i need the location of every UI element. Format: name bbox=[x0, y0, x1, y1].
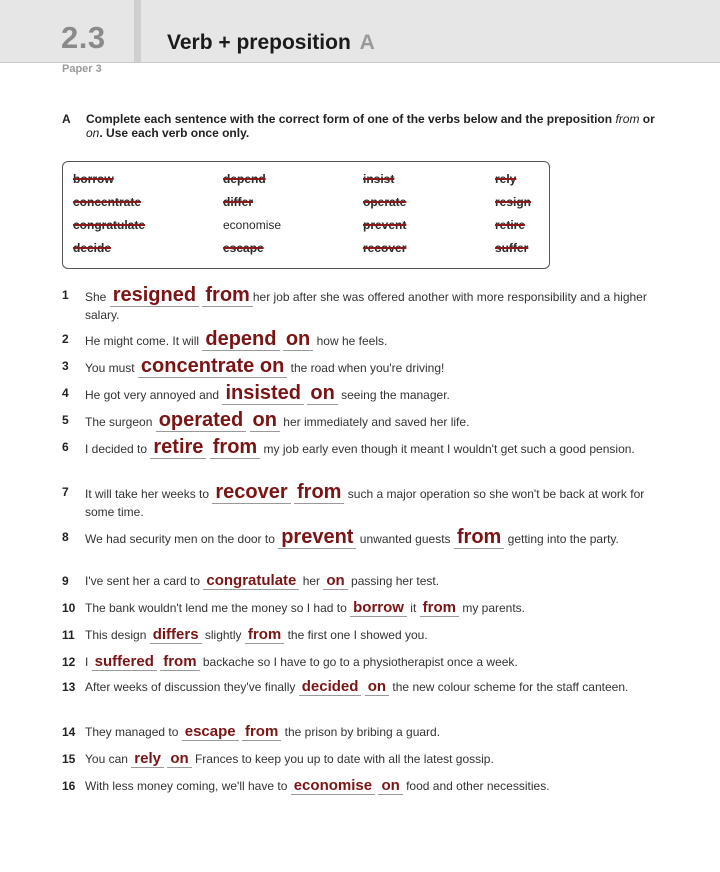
answer-text: from bbox=[202, 284, 252, 307]
verb-borrow: borrow bbox=[73, 172, 114, 186]
question-number: 3 bbox=[62, 359, 69, 373]
instruction-prep2: on bbox=[86, 126, 100, 140]
question-number: 1 bbox=[62, 288, 69, 302]
answer-text: suffered bbox=[92, 653, 157, 671]
sentence-text: it bbox=[406, 601, 420, 615]
answer-text: on bbox=[307, 382, 337, 405]
sentence-text: her immediately and saved her life. bbox=[279, 415, 470, 429]
header-divider bbox=[134, 0, 141, 62]
answer-text: economise bbox=[291, 777, 375, 795]
question-text bbox=[85, 626, 665, 644]
answer-text: recover bbox=[212, 481, 290, 504]
title-suffix: A bbox=[359, 31, 375, 54]
answer-text: rely bbox=[131, 750, 164, 768]
question-text bbox=[85, 411, 665, 431]
sentence-text: I've sent her a card to bbox=[85, 574, 204, 588]
sentence-text: the prison by bribing a guard. bbox=[281, 725, 441, 739]
question-number: 12 bbox=[62, 655, 76, 669]
sentence-text: The bank wouldn't lend me the money so I had to bbox=[85, 601, 351, 615]
verb-retire: retire bbox=[495, 218, 526, 232]
answer-text: resigned bbox=[110, 284, 199, 307]
answer-text: insisted bbox=[222, 382, 304, 405]
verb-depend: depend bbox=[223, 172, 266, 186]
answer-text: prevent bbox=[278, 526, 356, 549]
sentence-text: the first one I showed you. bbox=[284, 628, 428, 642]
sentence-text: They managed to bbox=[85, 725, 182, 739]
question-number: 7 bbox=[62, 485, 69, 499]
sentence-text: the new colour scheme for the staff canteen. bbox=[389, 680, 629, 694]
question-text bbox=[85, 384, 665, 404]
instruction-text bbox=[86, 112, 666, 140]
sentence-text: This design bbox=[85, 628, 150, 642]
verb-suffer: suffer bbox=[495, 241, 529, 255]
question-text bbox=[85, 750, 665, 768]
answer-text: congratulate bbox=[203, 572, 299, 590]
sentence-text: seeing the manager. bbox=[337, 388, 450, 402]
sentence-text: It will take her weeks to bbox=[85, 487, 213, 501]
answer-text: from bbox=[160, 653, 199, 671]
question-number: 11 bbox=[62, 628, 75, 642]
question-number: 4 bbox=[62, 386, 69, 400]
question-text bbox=[85, 330, 665, 350]
sentence-text: I bbox=[85, 655, 92, 669]
question-number: 9 bbox=[62, 574, 69, 588]
answer-text: from bbox=[454, 526, 504, 549]
question-text bbox=[85, 438, 665, 458]
sentence-text: I decided to bbox=[85, 442, 151, 456]
sentence-text: She bbox=[85, 290, 110, 304]
sentence-text: the road when you're driving! bbox=[287, 361, 445, 375]
question-number: 13 bbox=[62, 680, 76, 694]
question-text bbox=[85, 653, 665, 671]
sentence-text: how he feels. bbox=[313, 334, 388, 348]
sentence-text: such a major operation so she won't be back at work for some time. bbox=[85, 487, 645, 519]
question-text bbox=[85, 572, 665, 590]
sentence-text: her bbox=[299, 574, 324, 588]
answer-text: from bbox=[242, 723, 281, 741]
sentence-text: After weeks of discussion they've finally bbox=[85, 680, 299, 694]
sentence-text: her job after she was offered another with more responsibility and a higher salary. bbox=[85, 290, 647, 322]
answer-text: decided bbox=[299, 678, 362, 696]
verb-decide: decide bbox=[73, 241, 112, 255]
verb-differ: differ bbox=[223, 195, 253, 209]
question-number: 15 bbox=[62, 752, 76, 766]
question-text bbox=[85, 483, 665, 521]
verb-prevent: prevent bbox=[363, 218, 407, 232]
answer-text: on bbox=[250, 409, 280, 432]
answer-text: depend bbox=[202, 328, 279, 351]
verb-box bbox=[62, 161, 550, 269]
question-text bbox=[85, 723, 665, 741]
sentence-text: You can bbox=[85, 752, 132, 766]
sentence-text: my job early even though it meant I wouldn't get such a good pension. bbox=[260, 442, 635, 456]
verb-economise: economise bbox=[223, 218, 282, 232]
verb-escape: escape bbox=[223, 241, 264, 255]
sentence-text: backache so I have to go to a physiotherapist once a week. bbox=[199, 655, 518, 669]
question-number: 16 bbox=[62, 779, 76, 793]
exercise-letter: A bbox=[62, 112, 71, 126]
sentence-text: He might come. It will bbox=[85, 334, 203, 348]
answer-text: on bbox=[283, 328, 313, 351]
question-number: 14 bbox=[62, 725, 76, 739]
question-text bbox=[85, 678, 665, 696]
sentence-text: getting into the party. bbox=[504, 532, 619, 546]
sentence-text: He got very annoyed and bbox=[85, 388, 223, 402]
sentence-text: food and other necessities. bbox=[402, 779, 550, 793]
instruction-text-part2: . Use each verb once only. bbox=[99, 126, 250, 140]
answer-text: on bbox=[365, 678, 389, 696]
answer-text: operated bbox=[156, 409, 246, 432]
answer-text: on bbox=[323, 572, 347, 590]
sentence-text: unwanted guests bbox=[356, 532, 454, 546]
verb-operate: operate bbox=[363, 195, 407, 209]
page-title bbox=[167, 31, 375, 55]
question-text bbox=[85, 528, 665, 548]
answer-text: from bbox=[210, 436, 260, 459]
answer-text: borrow bbox=[350, 599, 407, 617]
question-number: 2 bbox=[62, 332, 69, 346]
answer-text: from bbox=[420, 599, 459, 617]
sentence-text: my parents. bbox=[458, 601, 526, 615]
verb-resign: resign bbox=[495, 195, 532, 209]
sentence-text: Frances to keep you up to date with all the latest gossip. bbox=[191, 752, 494, 766]
question-number: 6 bbox=[62, 440, 69, 454]
question-text bbox=[85, 599, 665, 617]
verb-insist: insist bbox=[363, 172, 395, 186]
instruction-text-part1: Complete each sentence with the correct form of one of the verbs below and the preposition bbox=[86, 112, 613, 126]
question-number: 5 bbox=[62, 413, 69, 427]
sentence-text: The surgeon bbox=[85, 415, 156, 429]
verb-congratulate: congratulate bbox=[73, 218, 146, 232]
question-number: 10 bbox=[62, 601, 76, 615]
verb-rely: rely bbox=[495, 172, 517, 186]
verb-recover: recover bbox=[363, 241, 407, 255]
answer-text: escape bbox=[182, 723, 239, 741]
verb-concentrate: concentrate bbox=[73, 195, 142, 209]
answer-text: from bbox=[245, 626, 284, 644]
answer-text: on bbox=[167, 750, 191, 768]
question-text bbox=[85, 357, 665, 377]
sentence-text: We had security men on the door to bbox=[85, 532, 279, 546]
answer-text: concentrate on bbox=[138, 355, 287, 378]
section-number: 2.3 bbox=[61, 20, 106, 55]
sentence-text: With less money coming, we'll have to bbox=[85, 779, 291, 793]
answer-text: on bbox=[378, 777, 402, 795]
question-text bbox=[85, 286, 665, 324]
title-text: Verb + preposition bbox=[167, 31, 351, 54]
paper-label: Paper 3 bbox=[62, 63, 102, 75]
answer-text: from bbox=[294, 481, 344, 504]
question-number: 8 bbox=[62, 530, 69, 544]
answer-text: retire bbox=[150, 436, 206, 459]
sentence-text: passing her test. bbox=[347, 574, 440, 588]
answer-text: differs bbox=[150, 626, 202, 644]
instruction-prep1: from bbox=[615, 112, 640, 126]
instruction-or: or bbox=[642, 112, 655, 126]
sentence-text: slightly bbox=[201, 628, 245, 642]
question-text bbox=[85, 777, 665, 795]
sentence-text: You must bbox=[85, 361, 138, 375]
